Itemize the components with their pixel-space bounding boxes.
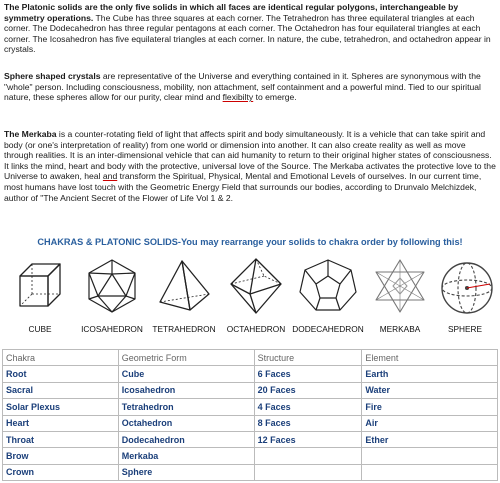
form-cell: Dodecahedron	[118, 431, 254, 447]
form-cell: Sphere	[118, 464, 254, 480]
header-geometric-form: Geometric Form	[118, 350, 254, 366]
structure-cell: 6 Faces	[254, 366, 362, 382]
dodecahedron-icon	[298, 256, 358, 316]
tetrahedron-icon	[154, 256, 214, 316]
chakras-banner: CHAKRAS & PLATONIC SOLIDS-You may rearrange your solids to chakra order by following this!	[37, 237, 463, 247]
element-cell	[362, 448, 498, 464]
chakra-cell: Solar Plexus	[3, 399, 119, 415]
chakra-cell: Sacral	[3, 382, 119, 398]
structure-cell	[254, 464, 362, 480]
element-cell: Water	[362, 382, 498, 398]
sphere-crystals-paragraph	[4, 71, 496, 103]
element-cell: Fire	[362, 399, 498, 415]
chakra-cell: Throat	[3, 431, 119, 447]
table-header-row	[3, 350, 498, 366]
platonic-solids-paragraph	[4, 2, 496, 55]
chakra-cell: Root	[3, 366, 119, 382]
solid-label: DODECAHEDRON	[292, 324, 364, 334]
solid-label: OCTAHEDRON	[226, 324, 286, 334]
sphere-crystals-body: are representative of the Universe and everything contained in it. Spheres are synonymous with the "whole" person. Including consciousness, mobility, non attachment, self containment and a powerful mind. Tied to our spiritual nature, these spheres allow for our purity, clear mind and	[4, 71, 481, 103]
table-row	[3, 415, 498, 431]
structure-cell: 4 Faces	[254, 399, 362, 415]
form-cell: Octahedron	[118, 415, 254, 431]
form-cell: Icosahedron	[118, 382, 254, 398]
solid-icosahedron	[79, 252, 145, 338]
solid-tetrahedron	[151, 252, 217, 338]
merkaba-paragraph	[4, 129, 496, 203]
element-cell	[362, 464, 498, 480]
structure-cell	[254, 448, 362, 464]
solid-sphere	[432, 252, 498, 338]
platonic-solids-body: The Cube has three squares at each corner. The Tetrahedron has three equilateral triangles at each corner. The Dodecahedron has three regular pentagons at each corner. The Octahedron has four equilateral triangles at each corner. The Icosahedron has five equilateral triangles at each corner. In nature, the cube, tetrahedron, and octahedron appear in crystals.	[4, 12, 491, 55]
platonic-solids-row	[0, 252, 500, 338]
merkaba-body: is a counter-rotating field of light that affects spirit and body simultaneously. It is a vehicle that can take spirit and body (or one's interpretation of reality) from one world or dimension into another. It can also create reality as well as move through realities. It is an inter-dimensional vehicle that can aid humanity to return to their original higher states of consciousness. It links the mind, heart and body with the protective, universal love of the Source. The Merkaba activates the protective love to the Universe to awaken, heal	[4, 129, 496, 182]
form-cell: Merkaba	[118, 448, 254, 464]
platonic-solids-lead: The Platonic solids are the only five solids in which all faces are identical regular polygons, interchangeable by symmetry operations.	[4, 2, 459, 23]
solid-label: CUBE	[28, 324, 52, 334]
icosahedron-icon	[82, 256, 142, 316]
merkaba-lead: The Merkaba	[4, 129, 57, 139]
sphere-crystals-lead: Sphere shaped crystals	[4, 71, 101, 81]
solid-label: TETRAHEDRON	[152, 324, 216, 334]
octahedron-icon	[226, 256, 286, 316]
form-cell: Cube	[118, 366, 254, 382]
table-row	[3, 448, 498, 464]
header-structure: Structure	[254, 350, 362, 366]
structure-cell: 20 Faces	[254, 382, 362, 398]
chakra-table	[2, 349, 498, 481]
solid-label: SPHERE	[447, 324, 483, 334]
table-row	[3, 382, 498, 398]
flagged-word: and	[102, 171, 118, 182]
chakra-cell: Crown	[3, 464, 119, 480]
sphere-crystals-body-end: to emerge.	[253, 92, 297, 103]
misspelled-word: flexibilty	[222, 92, 254, 103]
chakra-cell: Brow	[3, 448, 119, 464]
table-row	[3, 399, 498, 415]
solid-dodecahedron	[292, 252, 364, 338]
solid-label: ICOSAHEDRON	[81, 324, 143, 334]
structure-cell: 8 Faces	[254, 415, 362, 431]
solid-cube	[7, 252, 73, 338]
solid-label: MERKABA	[379, 324, 421, 334]
solid-octahedron	[223, 252, 289, 338]
element-cell: Ether	[362, 431, 498, 447]
element-cell: Air	[362, 415, 498, 431]
cube-icon	[10, 256, 70, 316]
structure-cell: 12 Faces	[254, 431, 362, 447]
chakra-cell: Heart	[3, 415, 119, 431]
form-cell: Tetrahedron	[118, 399, 254, 415]
table-row	[3, 366, 498, 382]
header-element: Element	[362, 350, 498, 366]
table-row	[3, 464, 498, 480]
merkaba-icon	[370, 256, 430, 316]
element-cell: Earth	[362, 366, 498, 382]
header-chakra: Chakra	[3, 350, 119, 366]
merkaba-body-end: transform the Spiritual, Physical, Mental and Emotional Levels of ourselves. In our current time, most humans have lost touch with the Geometric Energy Field that surrounds our bodies, according to Drunvalo Melchizdek, author of "The Ancient Secret of the Flower of Life Vol 1 & 2.	[4, 171, 482, 203]
sphere-icon	[435, 256, 495, 316]
table-row	[3, 431, 498, 447]
